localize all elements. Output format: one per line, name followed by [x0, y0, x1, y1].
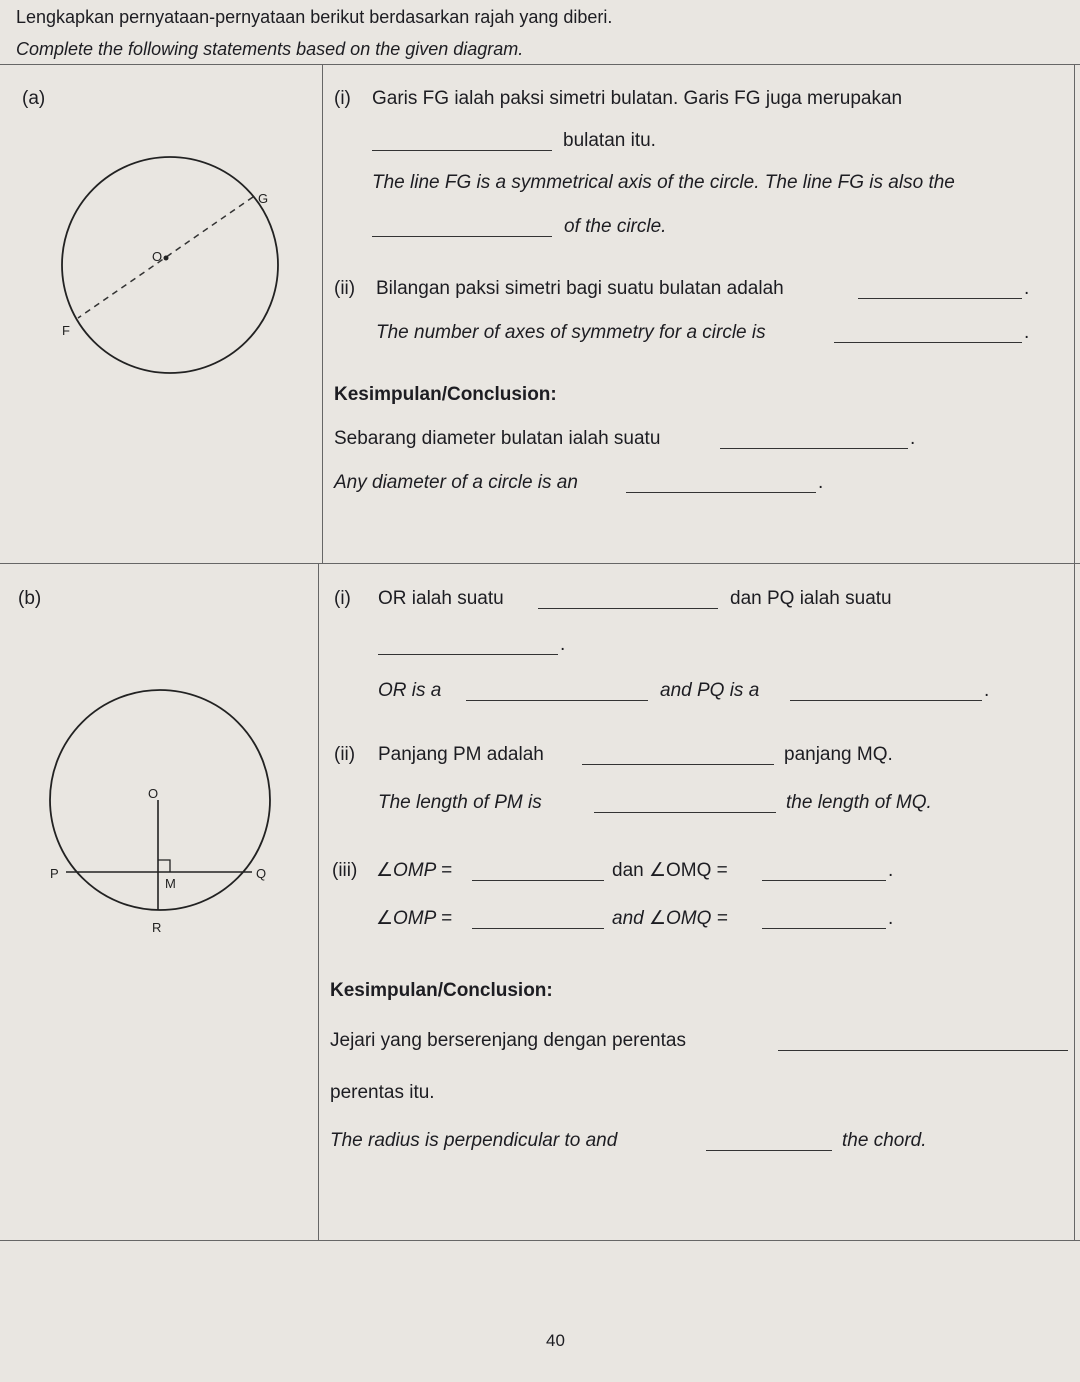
- a-conclusion-english-blank[interactable]: [626, 474, 816, 493]
- b-i-english-blank1[interactable]: [466, 682, 648, 701]
- a-ii-english-blank[interactable]: [834, 324, 1022, 343]
- a-conclusion-title: Kesimpulan/Conclusion:: [334, 384, 557, 405]
- b-ii-english-part1: The length of PM is: [378, 792, 542, 813]
- b-iii-malay-part2: dan ∠OMQ =: [612, 860, 728, 881]
- b-conclusion-malay-blank[interactable]: [778, 1032, 1068, 1051]
- circle-b: [50, 690, 270, 910]
- label-g: G: [258, 191, 269, 206]
- b-i-number: (i): [334, 588, 351, 609]
- center-o-a: [164, 256, 169, 261]
- label-m: M: [165, 876, 176, 891]
- table-right-border: [1074, 64, 1075, 1240]
- b-iii-english-blank1[interactable]: [472, 910, 604, 929]
- b-ii-english-part2: the length of MQ.: [786, 792, 932, 813]
- a-i-malay-line2: bulatan itu.: [563, 130, 656, 151]
- b-iii-english-blank2[interactable]: [762, 910, 886, 929]
- a-i-english-blank[interactable]: [372, 218, 552, 237]
- column-divider-a: [322, 64, 323, 563]
- b-i-english-blank2[interactable]: [790, 682, 982, 701]
- instruction-malay: Lengkapkan pernyataan-pernyataan berikut berdasarkan rajah yang diberi.: [16, 7, 613, 27]
- b-iii-malay-blank1[interactable]: [472, 862, 604, 881]
- a-ii-malay: Bilangan paksi simetri bagi suatu bulatan adalah: [376, 278, 784, 299]
- page-number: 40: [546, 1331, 565, 1350]
- b-i-malay-blank1[interactable]: [538, 590, 718, 609]
- a-i-english-line1: The line FG is a symmetrical axis of the circle. The line FG is also the: [372, 172, 955, 193]
- b-ii-malay-part2: panjang MQ.: [784, 744, 893, 765]
- b-conclusion-malay-part2: perentas itu.: [330, 1082, 435, 1103]
- column-divider-b: [318, 563, 319, 1240]
- a-i-number: (i): [334, 88, 351, 109]
- a-i-english-line2: of the circle.: [564, 216, 667, 237]
- label-f: F: [62, 323, 70, 338]
- b-ii-malay-blank[interactable]: [582, 746, 774, 765]
- right-angle-mark: [158, 860, 170, 872]
- label-o-b: O: [148, 786, 159, 801]
- b-iii-malay-part1: ∠OMP =: [376, 860, 452, 881]
- a-ii-malay-blank[interactable]: [858, 280, 1022, 299]
- b-i-english-part1: OR is a: [378, 680, 442, 701]
- b-i-malay-part1: OR ialah suatu: [378, 588, 504, 609]
- b-ii-malay-part1: Panjang PM adalah: [378, 744, 544, 765]
- circle-a: [62, 157, 278, 373]
- part-a-label: (a): [22, 88, 46, 109]
- b-iii-english-part2: and ∠OMQ =: [612, 908, 728, 929]
- b-i-malay-part2: dan PQ ialah suatu: [730, 588, 892, 609]
- part-b-label: (b): [18, 588, 42, 609]
- circle-diagram-b: [0, 680, 318, 940]
- label-o-a: O: [152, 249, 163, 264]
- b-iii-number: (iii): [332, 860, 358, 881]
- b-conclusion-malay-part1: Jejari yang berserenjang dengan perentas: [330, 1030, 686, 1051]
- b-conclusion-english-part2: the chord.: [842, 1130, 927, 1151]
- a-conclusion-english-period: .: [818, 472, 824, 493]
- table-bottom-border: [0, 1240, 1080, 1241]
- a-conclusion-malay: Sebarang diameter bulatan ialah suatu: [334, 428, 661, 449]
- label-q: Q: [256, 866, 267, 881]
- b-i-english-period: .: [984, 680, 990, 701]
- b-conclusion-english-part1: The radius is perpendicular to and: [330, 1130, 618, 1151]
- label-p: P: [50, 866, 59, 881]
- b-iii-malay-period: .: [888, 860, 894, 881]
- a-ii-number: (ii): [334, 278, 356, 299]
- b-iii-english-part1: ∠OMP =: [376, 908, 452, 929]
- a-ii-english-period: .: [1024, 322, 1030, 343]
- a-conclusion-malay-period: .: [910, 428, 916, 449]
- b-ii-english-blank[interactable]: [594, 794, 776, 813]
- a-conclusion-english: Any diameter of a circle is an: [334, 472, 578, 493]
- b-iii-malay-blank2[interactable]: [762, 862, 886, 881]
- b-iii-english-period: .: [888, 908, 894, 929]
- b-ii-number: (ii): [334, 744, 356, 765]
- b-i-english-part2: and PQ is a: [660, 680, 760, 701]
- table-top-border: [0, 64, 1080, 65]
- a-i-malay-line1: Garis FG ialah paksi simetri bulatan. Garis FG juga merupakan: [372, 88, 903, 109]
- a-ii-malay-period: .: [1024, 278, 1030, 299]
- a-i-malay-blank[interactable]: [372, 132, 552, 151]
- b-i-malay-blank2[interactable]: [378, 636, 558, 655]
- b-conclusion-english-blank[interactable]: [706, 1132, 832, 1151]
- label-r: R: [152, 920, 162, 935]
- instruction-english: Complete the following statements based on the given diagram.: [16, 39, 524, 59]
- a-conclusion-malay-blank[interactable]: [720, 430, 908, 449]
- circle-diagram-a: [0, 150, 322, 380]
- b-i-malay-period: .: [560, 634, 566, 655]
- a-ii-english: The number of axes of symmetry for a circle is: [376, 322, 766, 343]
- row-divider: [0, 563, 1080, 564]
- b-conclusion-title: Kesimpulan/Conclusion:: [330, 980, 553, 1001]
